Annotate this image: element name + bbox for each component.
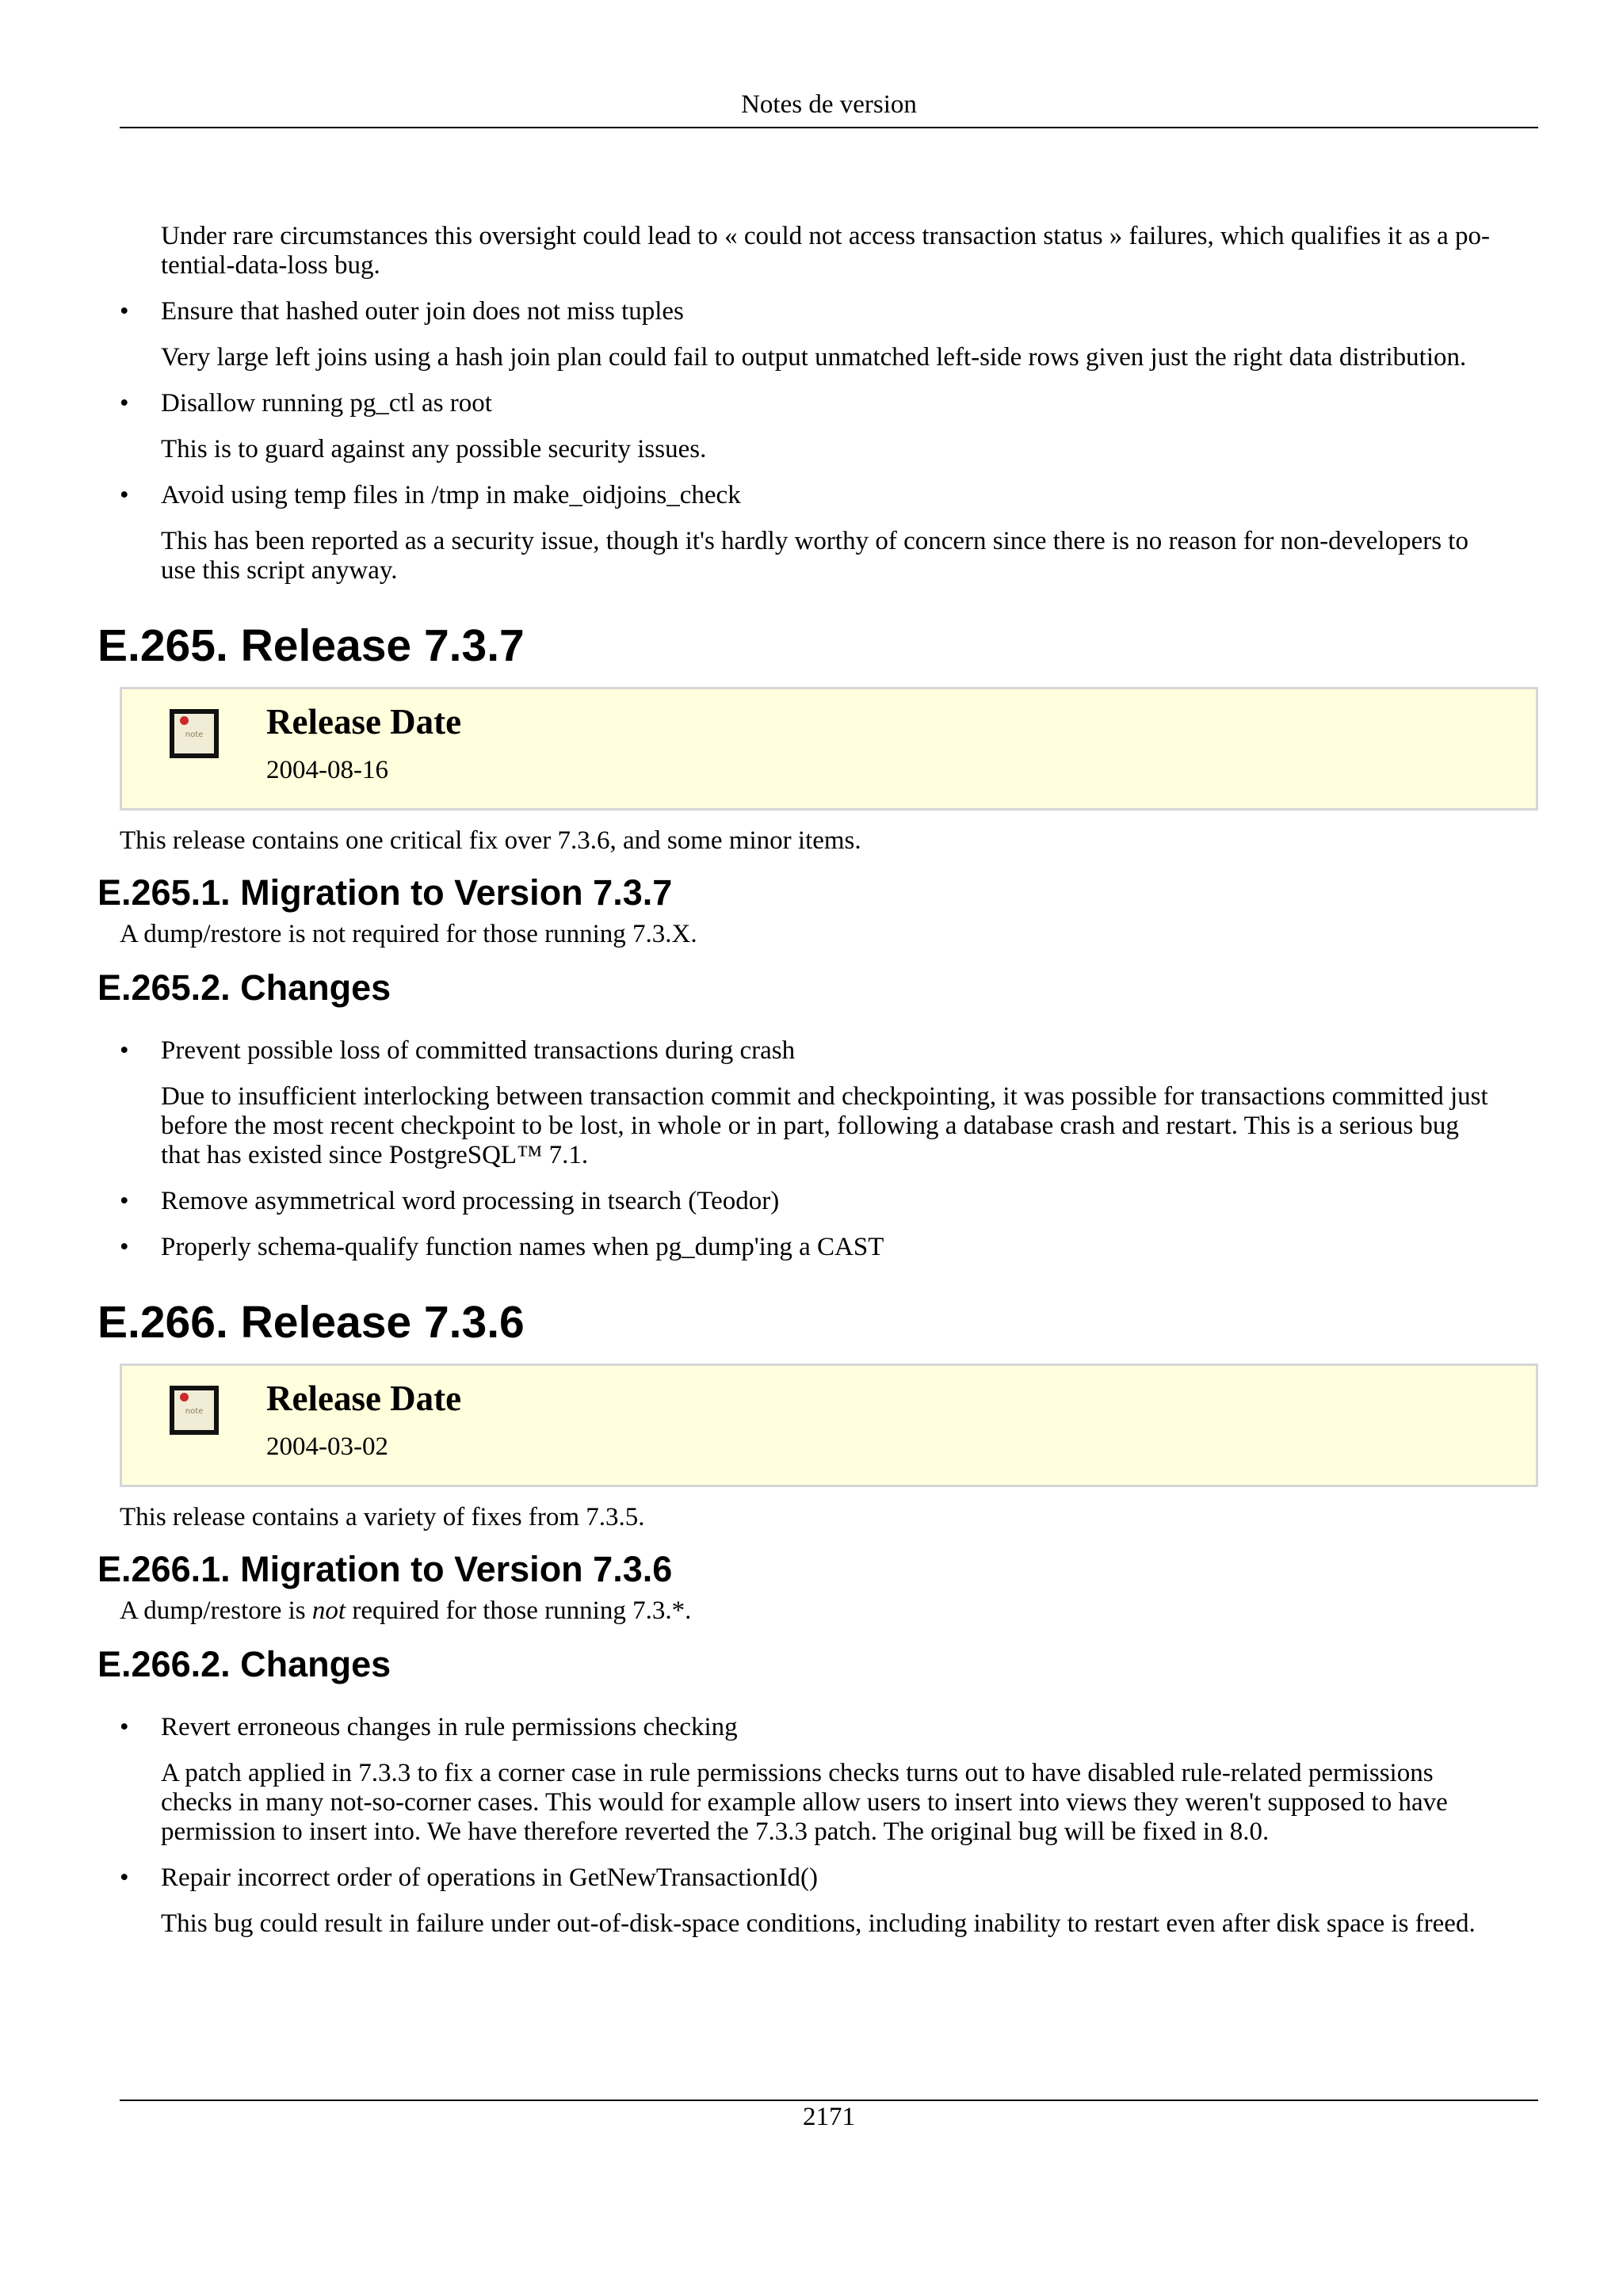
- note-icon: note: [170, 709, 219, 758]
- subsection-heading-changes-736: E.266.2. Changes: [97, 1644, 391, 1684]
- page-number: 2171: [803, 2103, 855, 2131]
- note-title: Release Date: [266, 1379, 462, 1418]
- migration-text: A dump/restore is not required for those running 7.3.*.: [120, 1596, 692, 1625]
- release-date: 2004-03-02: [266, 1432, 388, 1461]
- subsection-heading-migration-736: E.266.1. Migration to Version 7.3.6: [97, 1549, 673, 1589]
- description-line: A patch applied in 7.3.3 to fix a corner case in rule permissions checks turns out to have disabled rule-related permissions: [161, 1759, 1434, 1787]
- continued-line-2: tential-data-loss bug.: [161, 251, 380, 280]
- page-content: [97, 222, 1538, 1939]
- header-rule: [120, 127, 1538, 128]
- running-header: Notes de version: [741, 90, 917, 119]
- list-item-description: This is to guard against any possible security issues.: [161, 435, 707, 463]
- release-summary: This release contains a variety of fixes from 7.3.5.: [120, 1503, 645, 1531]
- list-item-title: Remove asymmetrical word processing in tsearch (Teodor): [161, 1187, 780, 1215]
- list-item-title: Prevent possible loss of committed transactions during crash: [161, 1036, 796, 1065]
- list-item-title: Properly schema-qualify function names when pg_dump'ing a CAST: [161, 1233, 884, 1261]
- release-date: 2004-08-16: [266, 756, 388, 784]
- list-item-title: Avoid using temp files in /tmp in make_oidjoins_check: [161, 481, 741, 509]
- release-date-note: [120, 1363, 1538, 1487]
- list-item-description: Very large left joins using a hash join plan could fail to output unmatched left-side rows given just the right data distribution.: [161, 343, 1467, 372]
- note-title: Release Date: [266, 702, 462, 742]
- emphasis-not: not: [311, 1596, 346, 1625]
- bullet-marker: •: [120, 1233, 129, 1261]
- list-item: [97, 1187, 1538, 1216]
- list-item-title: Revert erroneous changes in rule permissions checking: [161, 1713, 738, 1741]
- description-line: permission to insert into. We have therefore reverted the 7.3.3 patch. The original bug will be fixed in 8.0.: [161, 1817, 1270, 1846]
- description-line: checks in many not-so-corner cases. This would for example allow users to insert into views they weren't supposed to have: [161, 1788, 1448, 1817]
- list-item: [97, 1233, 1538, 1262]
- bullet-marker: •: [120, 1036, 129, 1065]
- description-line: Due to insufficient interlocking between transaction commit and checkpointing, it was possible for transactions committed just: [161, 1082, 1488, 1111]
- list-item: [97, 1036, 1538, 1170]
- continued-line-1: Under rare circumstances this oversight could lead to « could not access transaction status » failures, which qualifies it as a po-: [161, 222, 1490, 250]
- list-item-title: Ensure that hashed outer join does not miss tuples: [161, 297, 684, 326]
- bullet-marker: •: [120, 481, 129, 509]
- release-date-note: [120, 687, 1538, 810]
- bullet-marker: •: [120, 389, 129, 418]
- note-icon: note: [170, 1386, 219, 1435]
- bullet-marker: •: [120, 1187, 129, 1215]
- description-line: before the most recent checkpoint to be lost, in whole or in part, following a database crash and restart. This is a serious bug: [161, 1112, 1459, 1140]
- list-item-title: Repair incorrect order of operations in GetNewTransactionId(): [161, 1863, 818, 1892]
- subsection-heading-migration-737: E.265.1. Migration to Version 7.3.7: [97, 872, 673, 913]
- list-item: [97, 481, 1538, 585]
- bullet-marker: •: [120, 297, 129, 326]
- release-summary: This release contains one critical fix over 7.3.6, and some minor items.: [120, 826, 861, 855]
- list-item: [97, 389, 1538, 464]
- list-item-title: Disallow running pg_ctl as root: [161, 389, 492, 418]
- list-item: [97, 1863, 1538, 1939]
- continued-paragraph: [97, 222, 1538, 280]
- section-heading-e266: E.266. Release 7.3.6: [97, 1297, 525, 1348]
- list-item-description: [161, 1759, 1538, 1847]
- description-line: This has been reported as a security issue, though it's hardly worthy of concern since there is no reason for non-developers to: [161, 527, 1468, 555]
- subsection-heading-changes-737: E.265.2. Changes: [97, 967, 391, 1008]
- list-item: [97, 297, 1538, 372]
- list-item-description: [161, 527, 1538, 585]
- migration-text: A dump/restore is not required for those running 7.3.X.: [120, 920, 697, 948]
- bullet-marker: •: [120, 1713, 129, 1741]
- description-line: that has existed since PostgreSQL™ 7.1.: [161, 1141, 589, 1169]
- list-item-description: [161, 1082, 1538, 1170]
- bullet-marker: •: [120, 1863, 129, 1892]
- list-item: [97, 1713, 1538, 1847]
- description-line: use this script anyway.: [161, 556, 398, 585]
- list-item-description: This bug could result in failure under out-of-disk-space conditions, including inability to restart even after disk space is freed.: [161, 1909, 1476, 1938]
- section-heading-e265: E.265. Release 7.3.7: [97, 620, 525, 671]
